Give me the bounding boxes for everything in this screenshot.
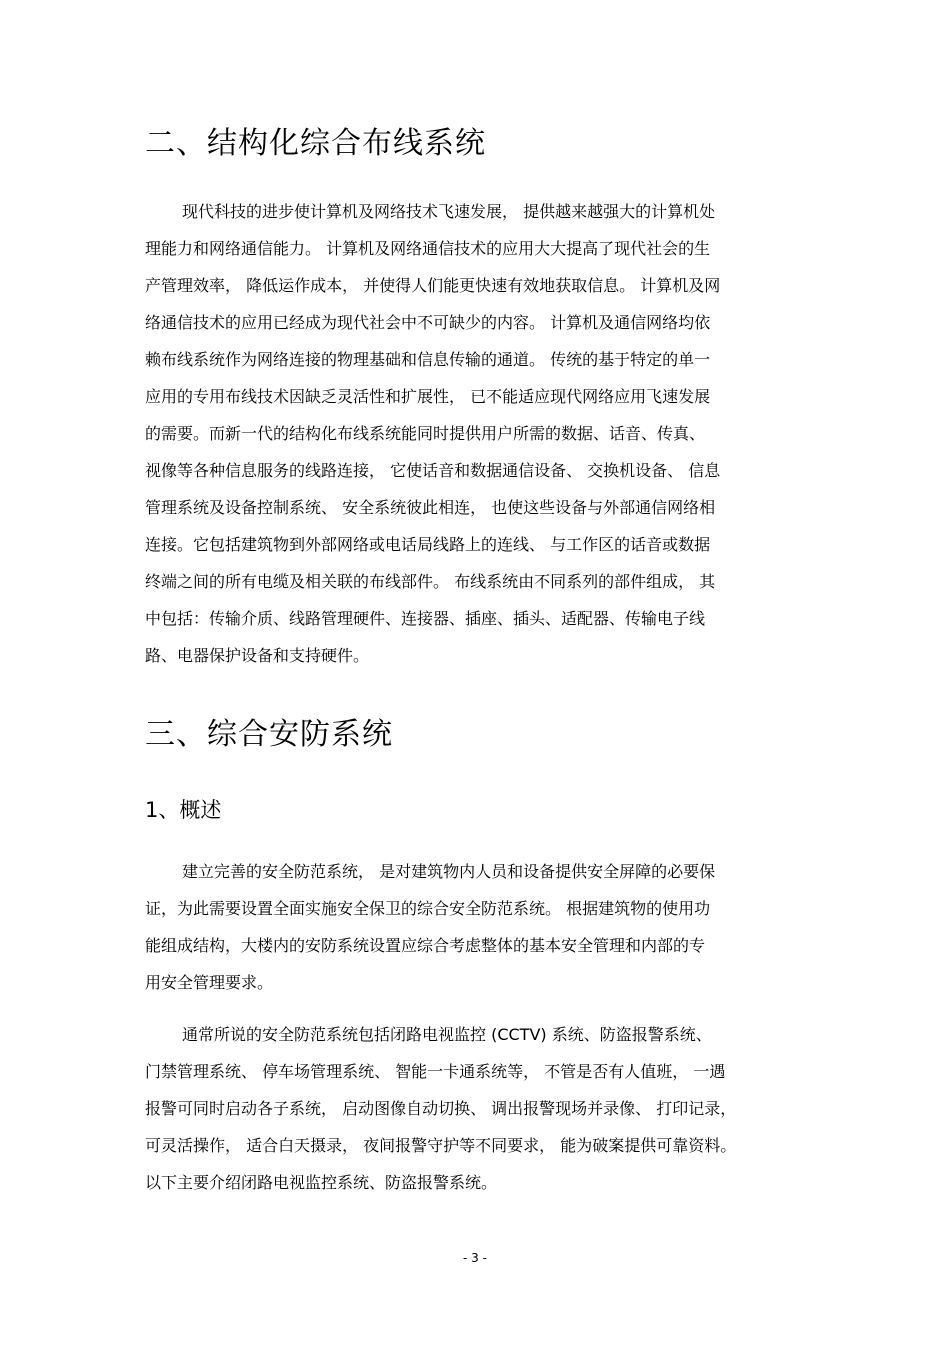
paragraph-line: 终端之间的所有电缆及相关联的布线部件。 布线系统由不同系列的部件组成， 其 (145, 572, 716, 591)
paragraph-overview-1 (145, 853, 805, 1001)
paragraph-line: 可灵活操作， 适合白天摄录， 夜间报警守护等不同要求， 能为破案提供可靠资料。 (145, 1136, 737, 1155)
paragraph-line: 报警可同时启动各子系统， 启动图像自动切换、 调出报警现场并录像、 打印记录， (145, 1099, 737, 1118)
paragraph-line: 通常所说的安全防范系统包括闭路电视监控 (CCTV) 系统、防盗报警系统、 (182, 1025, 712, 1044)
paragraph-line: 建立完善的安全防范系统， 是对建筑物内人员和设备提供安全屏障的必要保 (182, 862, 716, 881)
paragraph-line: 用安全管理要求。 (145, 973, 274, 992)
section-heading-cabling: 二、结构化综合布线系统 (145, 126, 486, 161)
paragraph-line: 络通信技术的应用已经成为现代社会中不可缺少的内容。 计算机及通信网络均依 (145, 313, 711, 332)
paragraph-line: 应用的专用布线技术因缺乏灵活性和扩展性， 已不能适应现代网络应用飞速发展 (145, 387, 711, 406)
paragraph-overview-2 (145, 1016, 805, 1201)
paragraph-line: 连接。它包括建筑物到外部网络或电话局线路上的连线、 与工作区的话音或数据 (145, 535, 711, 554)
paragraph-line: 的需要。而新一代的结构化布线系统能同时提供用户所需的数据、话音、传真、 (145, 424, 706, 443)
paragraph-line: 路、电器保护设备和支持硬件。 (145, 646, 370, 665)
paragraph-line: 理能力和网络通信能力。 计算机及网络通信技术的应用大大提高了现代社会的生 (145, 239, 711, 258)
paragraph-line: 中包括：传输介质、线路管理硬件、连接器、插座、插头、适配器、传输电子线 (145, 609, 706, 628)
paragraph-line: 现代科技的进步使计算机及网络技术飞速发展， 提供越来越强大的计算机处 (182, 202, 716, 221)
paragraph-line: 以下主要介绍闭路电视监控系统、防盗报警系统。 (145, 1173, 498, 1192)
paragraph-line: 视像等各种信息服务的线路连接， 它使话音和数据通信设备、 交换机设备、 信息 (145, 461, 721, 480)
paragraph-line: 证，为此需要设置全面实施安全保卫的综合安全防范系统。 根据建筑物的使用功 (145, 899, 711, 918)
paragraph-line: 门禁管理系统、 停车场管理系统、 智能一卡通系统等， 不管是否有人值班， 一遇 (145, 1062, 726, 1081)
section-heading-security: 三、综合安防系统 (145, 717, 393, 752)
subsection-heading-overview: 1、概述 (145, 798, 222, 822)
page-number: - 3 - (463, 1251, 487, 1265)
paragraph-line: 赖布线系统作为网络连接的物理基础和信息传输的通道。 传统的基于特定的单一 (145, 350, 711, 369)
paragraph-cabling (145, 193, 805, 674)
paragraph-line: 管理系统及设备控制系统、 安全系统彼此相连， 也使这些设备与外部通信网络相 (145, 498, 716, 517)
paragraph-line: 能组成结构，大楼内的安防系统设置应综合考虑整体的基本安全管理和内部的专 (145, 936, 706, 955)
paragraph-line: 产管理效率， 降低运作成本， 并使得人们能更快速有效地获取信息。 计算机及网 (145, 276, 721, 295)
